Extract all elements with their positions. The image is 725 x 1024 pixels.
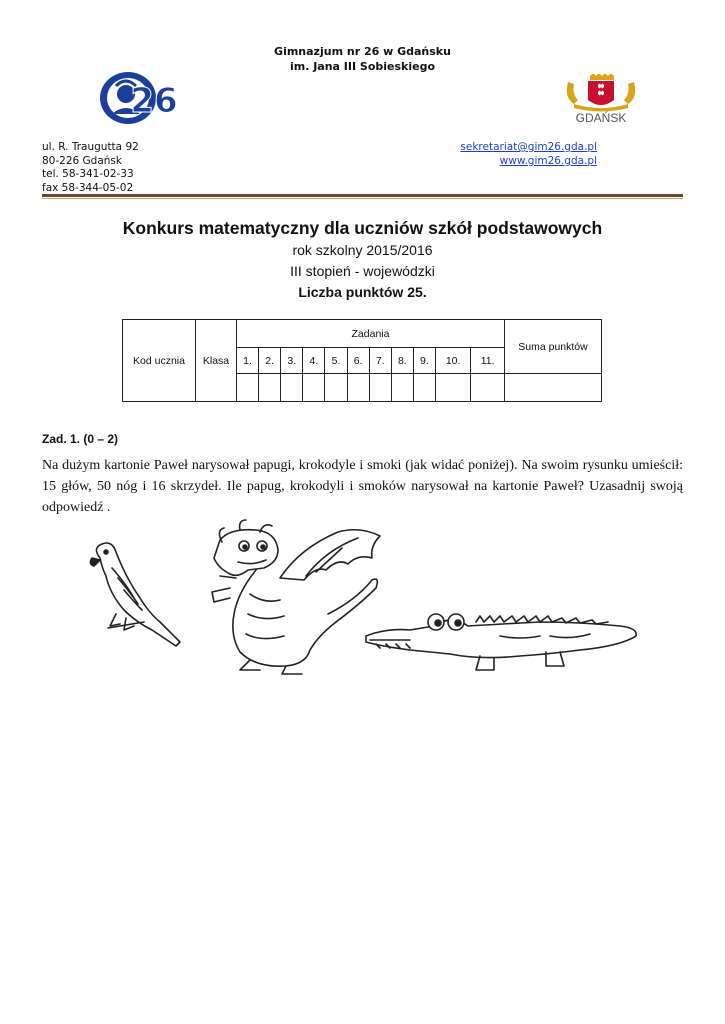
- col-tasks-header: Zadania: [237, 320, 505, 348]
- school-logo: [98, 66, 180, 128]
- task1-text: Na dużym kartonie Paweł narysował papugi, krokodyle i smoki (jak widać poniżej). Na swoim rysunku umieścił: 15 głów, 50 nóg i 16 skrzydeł. Ile papug, krokodyli i smoków narysował na kartonie Paweł? Uzasadnij swoją odpowiedź .: [42, 458, 683, 515]
- address-phone: tel. 58-341-02-33: [42, 168, 134, 181]
- contacts-block: [460, 141, 597, 168]
- score-cell[interactable]: [347, 374, 369, 402]
- crocodile-drawing: [366, 614, 636, 670]
- score-cell[interactable]: [281, 374, 303, 402]
- task-number-cell: 10.: [435, 348, 470, 374]
- school-name: Gimnazjum nr 26 w Gdańsku: [274, 45, 451, 58]
- address-postal: 80-226 Gdańsk: [42, 154, 122, 167]
- address-fax: fax 58-344-05-02: [42, 181, 134, 194]
- contest-title: Konkurs matematyczny dla uczniów szkół podstawowych: [122, 218, 603, 238]
- address-street: ul. R. Traugutta 92: [42, 141, 139, 153]
- total-points: Liczba punktów 25.: [298, 284, 427, 300]
- email-link[interactable]: sekretariat@gim26.gda.pl: [460, 141, 597, 153]
- score-cell[interactable]: [391, 374, 413, 402]
- task-number-cell: 9.: [413, 348, 435, 374]
- task-number-cell: 2.: [259, 348, 281, 374]
- school-patron: im. Jana III Sobieskiego: [289, 60, 436, 73]
- task1-title: Zad. 1. (0 – 2): [42, 432, 119, 446]
- col-class-header: Klasa: [196, 320, 237, 402]
- sum-cell[interactable]: [505, 374, 602, 402]
- task-number-cell: 7.: [369, 348, 391, 374]
- task-number-cell: 11.: [471, 348, 505, 374]
- task1-illustration: [80, 518, 660, 686]
- task-number-cell: 6.: [347, 348, 369, 374]
- score-cell[interactable]: [259, 374, 281, 402]
- parrot-drawing: [90, 543, 180, 646]
- task-number-cell: 1.: [237, 348, 259, 374]
- score-cell[interactable]: [325, 374, 347, 402]
- col-sum-header: Suma punktów: [505, 320, 602, 374]
- score-cell[interactable]: [413, 374, 435, 402]
- task-number-cell: 5.: [325, 348, 347, 374]
- task-number-cell: 4.: [303, 348, 325, 374]
- score-cell[interactable]: [369, 374, 391, 402]
- col-code-header: Kod ucznia: [123, 320, 196, 402]
- address-block: [42, 141, 139, 195]
- crest-text: GDAŃSK: [575, 111, 627, 124]
- score-cell[interactable]: [303, 374, 325, 402]
- score-cell[interactable]: [435, 374, 470, 402]
- logo-number: 26: [130, 81, 178, 121]
- header-divider-light: [42, 198, 683, 199]
- gdansk-crest: [562, 74, 640, 124]
- header-divider: [42, 194, 683, 197]
- website-link[interactable]: www.gim26.gda.pl: [499, 154, 597, 167]
- score-cell[interactable]: [237, 374, 259, 402]
- task-number-cell: 8.: [391, 348, 413, 374]
- title-block: [0, 216, 725, 303]
- contest-stage: III stopień - wojewódzki: [290, 263, 435, 279]
- task-number-cell: 3.: [281, 348, 303, 374]
- dragon-drawing: [212, 520, 380, 674]
- score-table: [122, 319, 602, 402]
- school-year: rok szkolny 2015/2016: [292, 242, 433, 258]
- score-cell[interactable]: [471, 374, 505, 402]
